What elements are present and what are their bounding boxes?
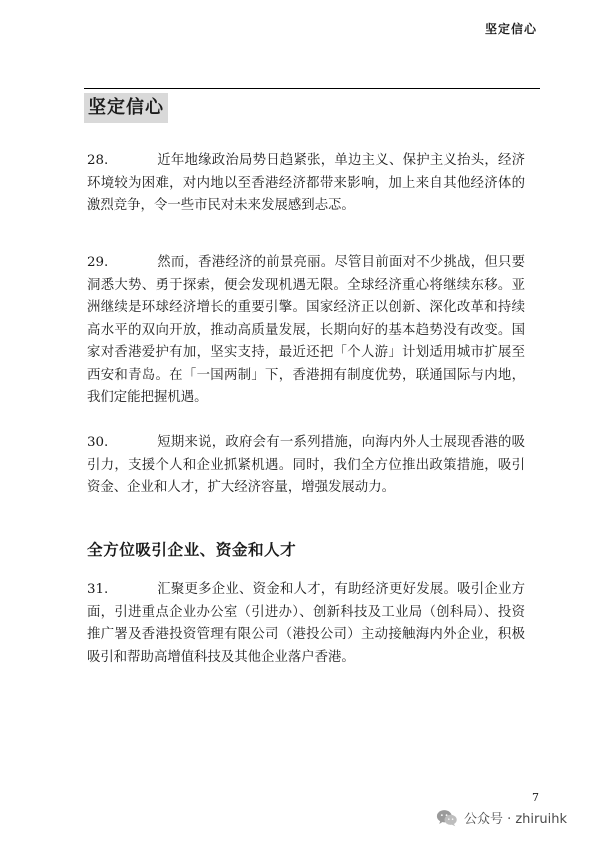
paragraph-text: 近年地缘政治局势日趋紧张，单边主义、保护主义抬头，经济环境较为困难，对内地以至香港经济都带来影响，加上来自其他经济体的激烈竞争，令一些市民对未来发展感到忐忑。 — [87, 153, 525, 213]
paragraph-number: 28. — [87, 153, 109, 168]
wechat-icon — [436, 809, 458, 827]
paragraph-number: 30. — [87, 435, 109, 450]
paragraph-31 — [87, 579, 525, 669]
running-header: 坚定信心 — [484, 22, 537, 36]
paragraph-text: 短期来说，政府会有一系列措施，向海内外人士展现香港的吸引力，支援个人和企业抓紧机遇。同时，我们全方位推出政策措施，吸引资金、企业和人才，扩大经济容量，增强发展动力。 — [87, 435, 525, 495]
paragraph-number: 29. — [87, 255, 109, 270]
header-divider — [84, 88, 540, 89]
subsection-heading: 全方位吸引企业、资金和人才 — [87, 541, 297, 559]
watermark — [436, 808, 567, 827]
section-title: 坚定信心 — [84, 93, 168, 123]
paragraph-28 — [87, 150, 525, 218]
paragraph-number: 31. — [87, 582, 109, 597]
paragraph-text: 汇聚更多企业、资金和人才，有助经济更好发展。吸引企业方面，引进重点企业办公室（引进办）、创新科技及工业局（创科局）、投资推广署及香港投资管理有限公司（港投公司）主动接触海内外企业，积极吸引和帮助高增值科技及其他企业落户香港。 — [87, 582, 525, 665]
paragraph-29 — [87, 252, 525, 410]
paragraph-30 — [87, 432, 525, 500]
page-number: 7 — [532, 791, 539, 804]
watermark-text: 公众号 · zhiruihk — [463, 812, 567, 827]
paragraph-text: 然而，香港经济的前景亮丽。尽管目前面对不少挑战，但只要洞悉大势、勇于探索，便会发现机遇无限。全球经济重心将继续东移。亚洲继续是环球经济增长的重要引擎。国家经济正以创新、深化改革和持续高水平的双向开放，推动高质量发展，长期向好的基本趋势没有改变。国家对香港爱护有加，坚实支持，最近还把「个人游」计划适用城市扩展至西安和青岛。在「一国两制」下，香港拥有制度优势，联通国际与内地，我们定能把握机遇。 — [87, 255, 525, 405]
